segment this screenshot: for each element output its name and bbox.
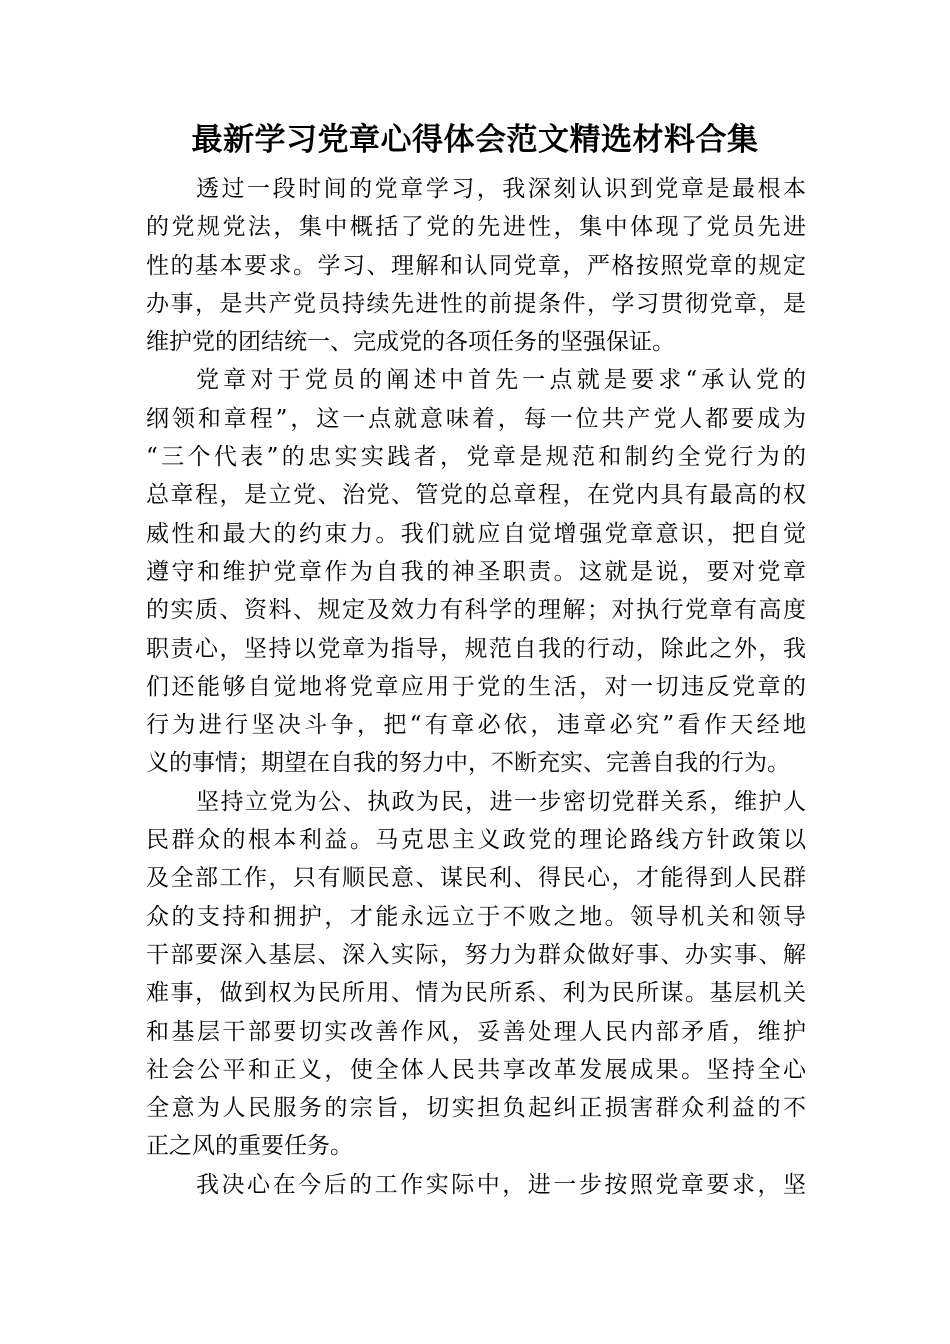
- document-title: 最新学习党章心得体会范文精选材料合集: [191, 122, 759, 158]
- paragraph-2-line: 总章程，是立党、治党、管党的总章程，在党内具有最高的权: [146, 482, 806, 509]
- paragraph-1-line: 办事，是共产党员持续先进性的前提条件，学习贯彻党章，是: [146, 290, 806, 317]
- paragraph-1-line: 维护党的团结统一、完成党的各项任务的坚强保证。: [146, 329, 675, 356]
- paragraph-2-line: 的实质、资料、规定及效力有科学的理解；对执行党章有高度: [146, 597, 806, 624]
- paragraph-3-line: 和基层干部要切实改善作风，妥善处理人民内部矛盾，维护: [146, 1018, 806, 1045]
- paragraph-3-line: 干部要深入基层、深入实际，努力为群众做好事、办实事、解: [146, 941, 806, 968]
- document-body: [146, 170, 806, 1204]
- paragraph-3-line: 社会公平和正义，使全体人民共享改革发展成果。坚持全心: [146, 1056, 806, 1083]
- paragraph-2-line: 职责心，坚持以党章为指导，规范自我的行动，除此之外，我: [146, 635, 806, 662]
- paragraph-3-line: 全意为人民服务的宗旨，切实担负起纠正损害群众利益的不: [146, 1095, 806, 1122]
- paragraph-2-line: “三个代表”的忠实实践者，党章是规范和制约全党行为的: [146, 444, 806, 471]
- paragraph-2-line: 义的事情；期望在自我的努力中，不断充实、完善自我的行为。: [146, 750, 790, 777]
- paragraph-3-line: 正之风的重要任务。: [146, 1133, 353, 1160]
- paragraph-3-line: 难事，做到权为民所用、情为民所系、利为民所谋。基层机关: [146, 980, 806, 1007]
- paragraph-3-line: 及全部工作，只有顺民意、谋民利、得民心，才能得到人民群: [146, 865, 806, 892]
- paragraph-3-line: 坚持立党为公、执政为民，进一步密切党群关系，维护人: [196, 788, 806, 815]
- paragraph-1-line: 的党规党法，集中概括了党的先进性，集中体现了党员先进: [146, 214, 806, 241]
- paragraph-2-line: 党章对于党员的阐述中首先一点就是要求“承认党的: [196, 367, 806, 394]
- paragraph-2-line: 遵守和维护党章作为自我的神圣职责。这就是说，要对党章: [146, 558, 806, 585]
- paragraph-2-line: 纲领和章程”，这一点就意味着，每一位共产党人都要成为: [146, 405, 806, 432]
- paragraph-3-line: 民群众的根本利益。马克思主义政党的理论路线方针政策以: [146, 827, 806, 854]
- paragraph-4-line: 我决心在今后的工作实际中，进一步按照党章要求，坚: [196, 1171, 806, 1198]
- paragraph-2-line: 们还能够自觉地将党章应用于党的生活，对一切违反党章的: [146, 673, 806, 700]
- paragraph-2-line: 威性和最大的约束力。我们就应自觉增强党章意识，把自觉: [146, 520, 806, 547]
- paragraph-3-line: 众的支持和拥护，才能永远立于不败之地。领导机关和领导: [146, 903, 806, 930]
- paragraph-2-line: 行为进行坚决斗争，把“有章必依，违章必究”看作天经地: [146, 712, 806, 739]
- paragraph-1-line: 性的基本要求。学习、理解和认同党章，严格按照党章的规定: [146, 252, 806, 279]
- paragraph-1-line: 透过一段时间的党章学习，我深刻认识到党章是最根本: [196, 176, 806, 202]
